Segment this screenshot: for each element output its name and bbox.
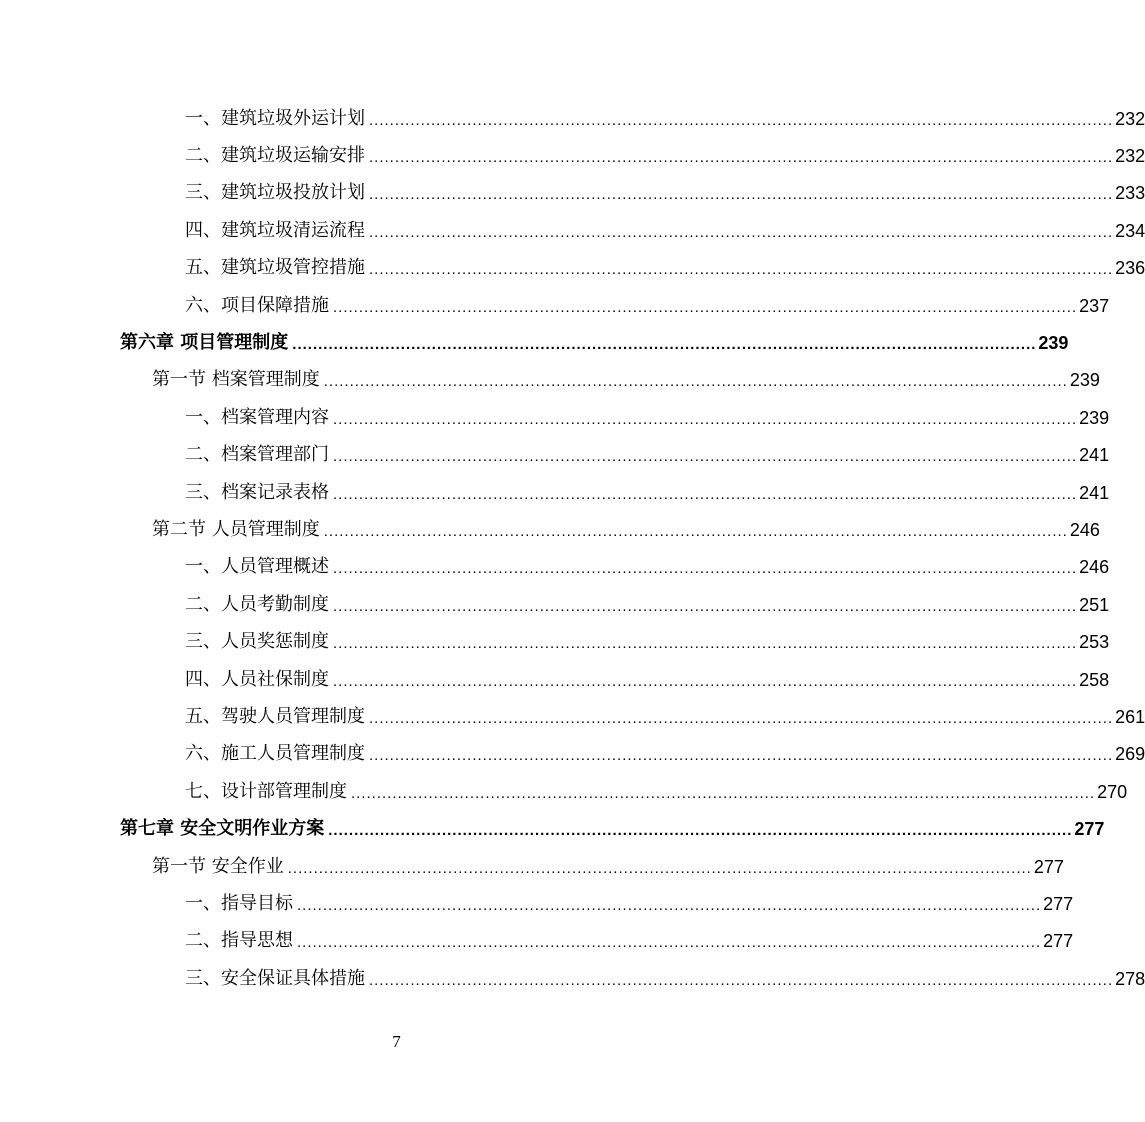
- dot-leader: ................................................................................................................................................: [369, 149, 1114, 167]
- toc-entry-title: 第一节 档案管理制度: [152, 369, 320, 391]
- toc-item-row[interactable]: [185, 474, 1110, 511]
- toc-page-number: 253: [1079, 632, 1110, 653]
- dot-leader: ................................................................................................................................................: [369, 223, 1114, 241]
- table-of-contents: [0, 100, 1145, 997]
- toc-entry-title: 第六章 项目管理制度: [120, 332, 289, 354]
- toc-entry-title: 四、人员社保制度: [185, 668, 329, 690]
- toc-page-number: 232: [1115, 108, 1145, 129]
- toc-entry-title: 二、指导思想: [185, 930, 293, 952]
- toc-item-row[interactable]: [185, 175, 1145, 212]
- toc-item-row[interactable]: [185, 736, 1145, 773]
- dot-leader: ................................................................................................................................................: [333, 672, 1078, 690]
- toc-page-number: 277: [1074, 819, 1105, 840]
- dot-leader: ................................................................................................................................................: [369, 709, 1114, 727]
- toc-entry-title: 一、建筑垃圾外运计划: [185, 107, 365, 129]
- dot-leader: ................................................................................................................................................: [333, 448, 1078, 466]
- toc-item-row[interactable]: [185, 923, 1074, 960]
- toc-chapter-row[interactable]: [120, 324, 1069, 361]
- toc-page-number: 277: [1043, 931, 1074, 952]
- toc-item-row[interactable]: [185, 549, 1110, 586]
- toc-entry-title: 六、施工人员管理制度: [185, 743, 365, 765]
- toc-page-number: 251: [1079, 594, 1110, 615]
- toc-page-number: 234: [1115, 220, 1145, 241]
- toc-entry-title: 一、人员管理概述: [185, 556, 329, 578]
- toc-page-number: 246: [1079, 557, 1110, 578]
- toc-page-number: 261: [1115, 706, 1145, 727]
- toc-page-number: 270: [1097, 781, 1128, 802]
- toc-item-row[interactable]: [185, 437, 1110, 474]
- toc-item-row[interactable]: [185, 885, 1074, 922]
- toc-item-row[interactable]: [185, 399, 1110, 436]
- toc-entry-title: 一、档案管理内容: [185, 406, 329, 428]
- toc-page-number: 277: [1033, 856, 1064, 877]
- toc-entry-title: 三、安全保证具体措施: [185, 967, 365, 989]
- toc-page-number: 233: [1115, 183, 1145, 204]
- toc-entry-title: 五、建筑垃圾管控措施: [185, 257, 365, 279]
- toc-entry-title: 六、项目保障措施: [185, 294, 329, 316]
- dot-leader: ................................................................................................................................................: [333, 410, 1078, 428]
- toc-entry-title: 四、建筑垃圾清运流程: [185, 219, 365, 241]
- toc-page-number: 258: [1079, 669, 1110, 690]
- toc-page-number: 246: [1069, 519, 1100, 540]
- toc-page-number: 239: [1038, 333, 1069, 354]
- dot-leader: ................................................................................................................................................: [369, 261, 1114, 279]
- toc-entry-title: 一、指导目标: [185, 892, 293, 914]
- toc-entry-title: 五、驾驶人员管理制度: [185, 705, 365, 727]
- dot-leader: ................................................................................................................................................: [333, 635, 1078, 653]
- toc-item-row[interactable]: [185, 698, 1145, 735]
- toc-item-row[interactable]: [185, 212, 1145, 249]
- toc-entry-title: 第一节 安全作业: [152, 855, 284, 877]
- dot-leader: ................................................................................................................................................: [323, 373, 1068, 391]
- toc-page-number: 278: [1115, 968, 1145, 989]
- toc-item-row[interactable]: [185, 137, 1145, 174]
- page-number: 7: [392, 1032, 401, 1051]
- toc-item-row[interactable]: [185, 623, 1110, 660]
- toc-entry-title: 二、档案管理部门: [185, 444, 329, 466]
- dot-leader: ................................................................................................................................................: [297, 896, 1042, 914]
- dot-leader: ................................................................................................................................................: [328, 822, 1073, 840]
- dot-leader: ................................................................................................................................................: [333, 560, 1078, 578]
- toc-page-number: 269: [1115, 744, 1145, 765]
- toc-page-number: 277: [1043, 893, 1074, 914]
- toc-entry-title: 三、建筑垃圾投放计划: [185, 182, 365, 204]
- dot-leader: ................................................................................................................................................: [323, 522, 1068, 540]
- toc-page-number: 241: [1079, 445, 1110, 466]
- dot-leader: ................................................................................................................................................: [287, 859, 1032, 877]
- dot-leader: ................................................................................................................................................: [297, 934, 1042, 952]
- toc-page-number: 239: [1079, 407, 1110, 428]
- toc-item-row[interactable]: [185, 250, 1145, 287]
- dot-leader: ................................................................................................................................................: [369, 111, 1114, 129]
- toc-item-row[interactable]: [185, 100, 1145, 137]
- toc-entry-title: 七、设计部管理制度: [185, 780, 347, 802]
- toc-section-row[interactable]: [152, 362, 1100, 399]
- toc-page-number: 237: [1079, 295, 1110, 316]
- toc-page-number: 232: [1115, 146, 1145, 167]
- toc-item-row[interactable]: [185, 773, 1128, 810]
- toc-section-row[interactable]: [152, 511, 1100, 548]
- toc-entry-title: 三、人员奖惩制度: [185, 631, 329, 653]
- dot-leader: ................................................................................................................................................: [333, 485, 1078, 503]
- toc-item-row[interactable]: [185, 287, 1110, 324]
- toc-item-row[interactable]: [185, 960, 1145, 997]
- dot-leader: ................................................................................................................................................: [333, 298, 1078, 316]
- toc-entry-title: 第二节 人员管理制度: [152, 518, 320, 540]
- toc-entry-title: 第七章 安全文明作业方案: [120, 818, 325, 840]
- toc-section-row[interactable]: [152, 848, 1064, 885]
- toc-page-number: 241: [1079, 482, 1110, 503]
- toc-entry-title: 二、人员考勤制度: [185, 593, 329, 615]
- toc-page-number: 236: [1115, 258, 1145, 279]
- toc-page-number: 239: [1069, 370, 1100, 391]
- dot-leader: ................................................................................................................................................: [369, 186, 1114, 204]
- toc-item-row[interactable]: [185, 661, 1110, 698]
- toc-entry-title: 三、档案记录表格: [185, 481, 329, 503]
- dot-leader: ................................................................................................................................................: [292, 336, 1037, 354]
- dot-leader: ................................................................................................................................................: [369, 747, 1114, 765]
- toc-chapter-row[interactable]: [120, 810, 1105, 847]
- toc-entry-title: 二、建筑垃圾运输安排: [185, 145, 365, 167]
- dot-leader: ................................................................................................................................................: [333, 597, 1078, 615]
- dot-leader: ................................................................................................................................................: [351, 784, 1096, 802]
- dot-leader: ................................................................................................................................................: [369, 971, 1114, 989]
- toc-item-row[interactable]: [185, 586, 1110, 623]
